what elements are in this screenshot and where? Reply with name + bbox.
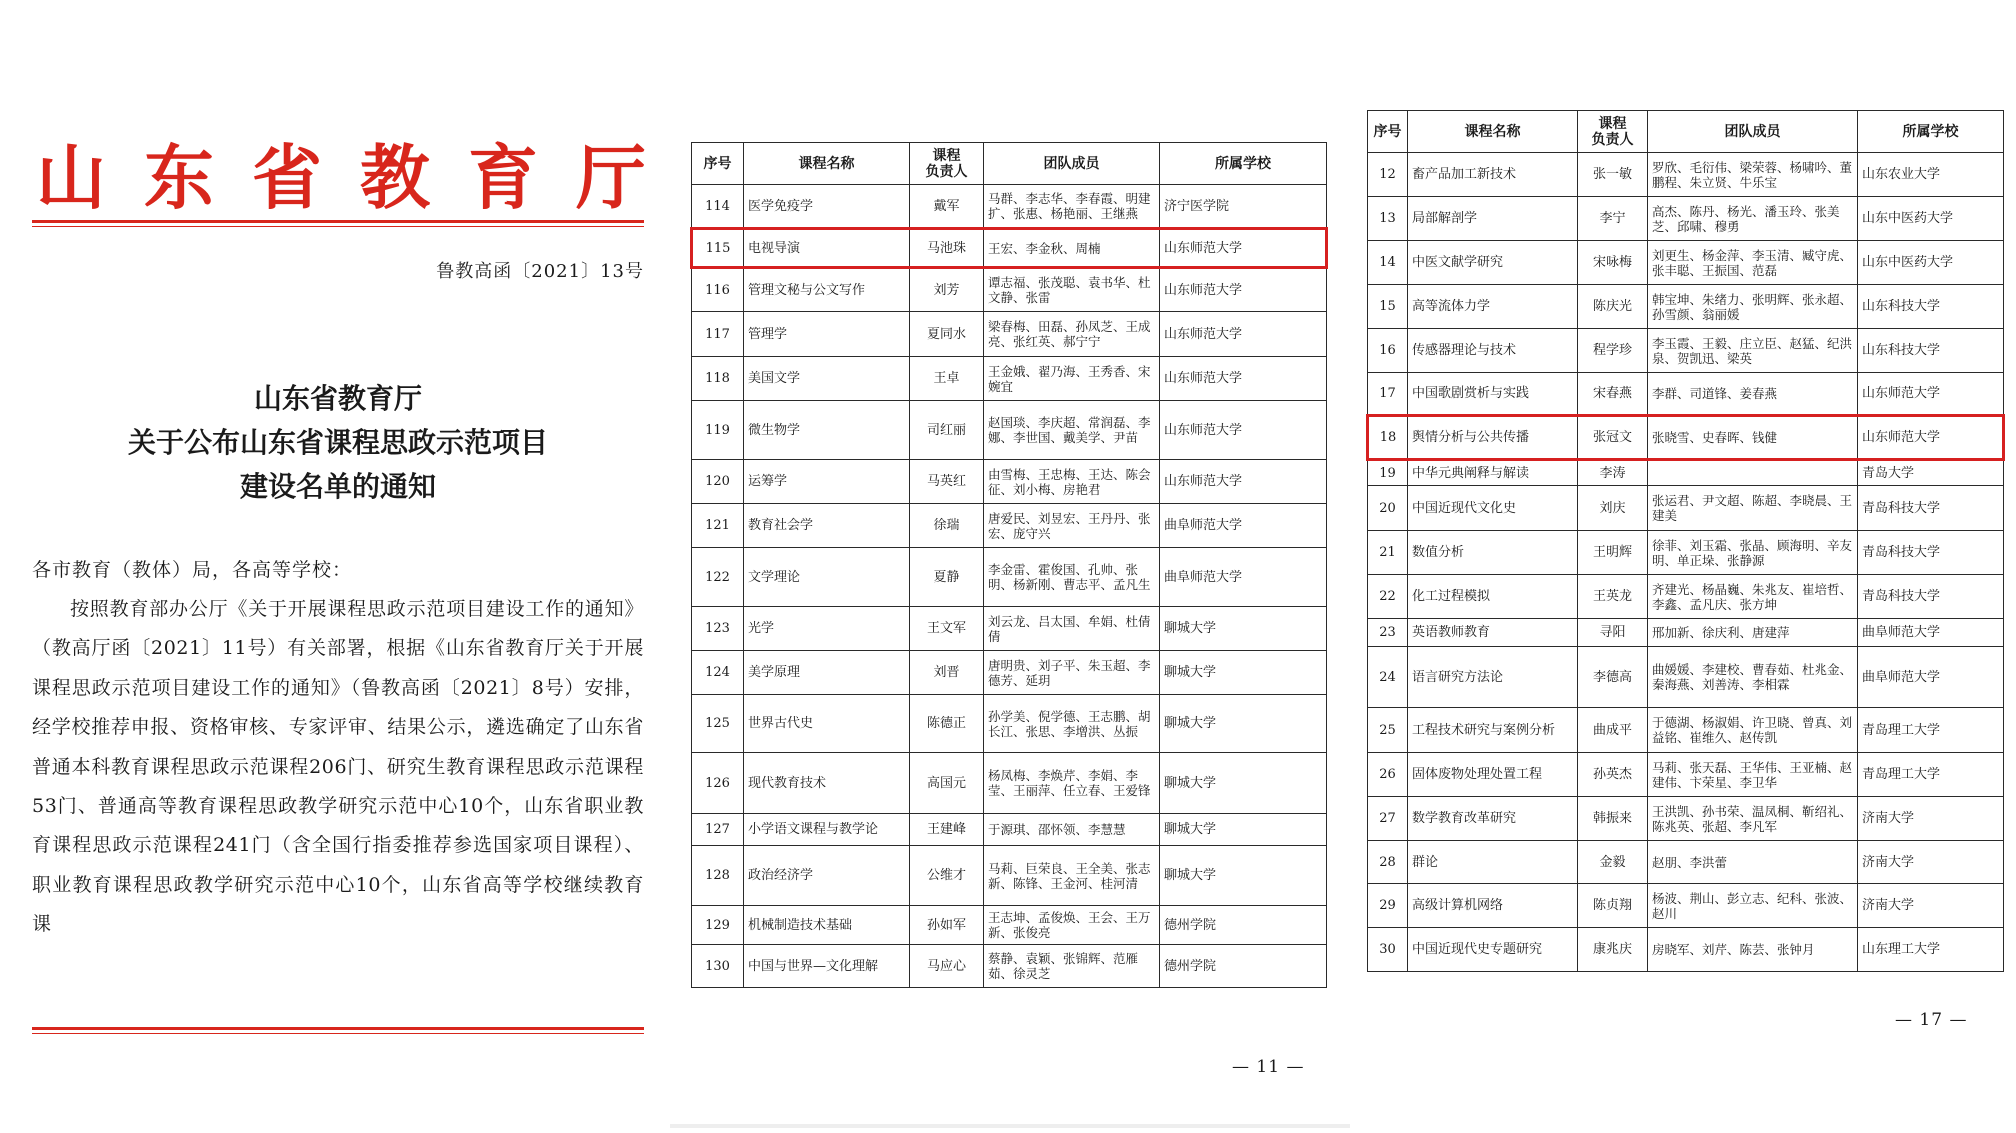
row-number: 115 <box>692 229 744 268</box>
team-members: 杨波、荆山、彭立志、纪科、张波、赵川 <box>1648 884 1858 928</box>
table-row <box>692 460 1327 504</box>
course-lead: 王卓 <box>910 357 984 401</box>
course-name: 运筹学 <box>744 460 910 504</box>
course-lead: 马池珠 <box>910 229 984 268</box>
row-number: 120 <box>692 460 744 504</box>
course-name: 美国文学 <box>744 357 910 401</box>
school-name: 山东师范大学 <box>1160 357 1327 401</box>
table-row <box>1368 460 2004 486</box>
school-name: 青岛科技大学 <box>1858 575 2004 619</box>
course-lead: 夏同水 <box>910 312 984 357</box>
course-lead: 刘芳 <box>910 268 984 312</box>
document-number: 鲁教高函〔2021〕13号 <box>436 261 644 282</box>
row-number: 126 <box>692 753 744 814</box>
course-lead: 程学珍 <box>1578 329 1648 373</box>
notice-body: 按照教育部办公厅《关于开展课程思政示范项目建设工作的通知》（教高厅函〔2021〕11号）有关部署，根据《山东省教育厅关于开展课程思政示范项目建设工作的通知》（鲁教高函〔2021〕8号）安排，经学校推荐申报、资格审核、专家评审、结果公示，遴选确定了山东省普通本科教育课程思政示范课程206门、研究生教育课程思政示范课程53门、普通高等教育课程思政教学研究示范中心10个，山东省职业教育课程思政示范课程241门（含全国行指委推荐参选国家项目课程）、职业教育课程思政教学研究示范中心10个，山东省高等学校继续教育课 <box>32 598 644 936</box>
row-number: 130 <box>692 945 744 988</box>
course-name: 政治经济学 <box>744 846 910 906</box>
footer-rule-thick <box>32 1027 644 1030</box>
course-lead: 王建峰 <box>910 814 984 846</box>
header-no: 序号 <box>692 143 744 185</box>
table-row <box>1368 797 2004 841</box>
table-row <box>1368 619 2004 647</box>
course-name: 现代教育技术 <box>744 753 910 814</box>
row-number: 116 <box>692 268 744 312</box>
school-name: 山东农业大学 <box>1858 153 2004 197</box>
row-number: 17 <box>1368 373 1408 416</box>
school-name: 山东师范大学 <box>1160 229 1327 268</box>
course-lead: 马应心 <box>910 945 984 988</box>
table-row <box>1368 285 2004 329</box>
row-number: 30 <box>1368 928 1408 972</box>
headline-line: 关于公布山东省课程思政示范项目 <box>127 426 548 459</box>
page-number-11: — 11 — <box>1232 1057 1305 1077</box>
course-lead: 戴军 <box>910 185 984 229</box>
table-row <box>1368 197 2004 241</box>
table-header-row <box>692 143 1327 185</box>
school-name: 青岛理工大学 <box>1858 753 2004 797</box>
course-name: 固体废物处理处置工程 <box>1408 753 1578 797</box>
letter-footer-rules <box>32 1027 644 1034</box>
table-row <box>1368 153 2004 197</box>
row-number: 18 <box>1368 416 1408 460</box>
table-row <box>692 312 1327 357</box>
table-row <box>1368 753 2004 797</box>
course-lead: 陈德正 <box>910 695 984 753</box>
school-name: 青岛大学 <box>1858 460 2004 486</box>
row-number: 19 <box>1368 460 1408 486</box>
course-list-table-page-11 <box>690 142 1328 988</box>
school-name: 聊城大学 <box>1160 753 1327 814</box>
school-name: 山东师范大学 <box>1858 416 2004 460</box>
course-lead: 康兆庆 <box>1578 928 1648 972</box>
table-row <box>1368 841 2004 884</box>
table-row <box>1368 928 2004 972</box>
header-lead <box>1578 111 1648 153</box>
team-members: 唐明贵、刘子平、朱玉超、李德芳、延玥 <box>984 651 1160 695</box>
course-lead: 寻阳 <box>1578 619 1648 647</box>
table-row <box>1368 329 2004 373</box>
course-name: 中华元典阐释与解读 <box>1408 460 1578 486</box>
table-row <box>1368 531 2004 575</box>
page-11 <box>690 142 1328 988</box>
course-lead: 夏静 <box>910 548 984 607</box>
table-row <box>692 185 1327 229</box>
table-row <box>692 401 1327 460</box>
row-number: 27 <box>1368 797 1408 841</box>
course-lead: 韩振来 <box>1578 797 1648 841</box>
course-lead: 孙英杰 <box>1578 753 1648 797</box>
header-lead-line: 负责人 <box>925 163 968 180</box>
agency-letterhead-title: 山东省教育厅 <box>36 136 684 219</box>
table-row <box>692 268 1327 312</box>
table-row <box>692 607 1327 651</box>
table-row <box>692 504 1327 548</box>
course-lead: 金毅 <box>1578 841 1648 884</box>
team-members: 蔡静、袁颖、张锦辉、范雁茹、徐灵芝 <box>984 945 1160 988</box>
row-number: 23 <box>1368 619 1408 647</box>
course-lead: 徐瑞 <box>910 504 984 548</box>
table-header-row <box>1368 111 2004 153</box>
course-lead: 刘庆 <box>1578 486 1648 531</box>
school-name: 曲阜师范大学 <box>1160 548 1327 607</box>
course-lead: 孙如军 <box>910 906 984 945</box>
school-name: 曲阜师范大学 <box>1858 647 2004 708</box>
course-lead: 公维才 <box>910 846 984 906</box>
course-lead: 李德高 <box>1578 647 1648 708</box>
team-members <box>1648 460 1858 486</box>
school-name: 济南大学 <box>1858 841 2004 884</box>
table-row <box>1368 647 2004 708</box>
row-number: 119 <box>692 401 744 460</box>
row-number: 129 <box>692 906 744 945</box>
page-17 <box>1366 110 2005 972</box>
school-name: 德州学院 <box>1160 945 1327 988</box>
team-members: 孙学美、倪学德、王志鹏、胡长江、张思、李增洪、丛振 <box>984 695 1160 753</box>
team-members: 李玉霞、王毅、庄立臣、赵猛、纪洪泉、贺凯迅、梁英 <box>1648 329 1858 373</box>
headline-line: 山东省教育厅 <box>253 382 422 415</box>
row-number: 118 <box>692 357 744 401</box>
table-row <box>1368 884 2004 928</box>
team-members: 李金雷、霍俊国、孔帅、张明、杨新刚、曹志平、孟凡生 <box>984 548 1160 607</box>
course-name: 小学语文课程与教学论 <box>744 814 910 846</box>
school-name: 青岛科技大学 <box>1858 486 2004 531</box>
team-members: 赵朋、李洪蕾 <box>1648 841 1858 884</box>
course-name: 中国近现代文化史 <box>1408 486 1578 531</box>
row-number: 12 <box>1368 153 1408 197</box>
header-school: 所属学校 <box>1858 111 2004 153</box>
school-name: 山东师范大学 <box>1160 268 1327 312</box>
table-row <box>692 651 1327 695</box>
table-row <box>692 548 1327 607</box>
letterhead-rule-thick <box>32 220 644 223</box>
header-course: 课程名称 <box>744 143 910 185</box>
course-name: 中国与世界—文化理解 <box>744 945 910 988</box>
table-row <box>692 357 1327 401</box>
course-name: 高级计算机网络 <box>1408 884 1578 928</box>
table-row <box>692 945 1327 988</box>
course-name: 群论 <box>1408 841 1578 884</box>
row-number: 24 <box>1368 647 1408 708</box>
row-number: 124 <box>692 651 744 695</box>
course-lead: 司红丽 <box>910 401 984 460</box>
course-name: 中医文献学研究 <box>1408 241 1578 285</box>
school-name: 聊城大学 <box>1160 607 1327 651</box>
team-members: 李群、司道锋、姜春燕 <box>1648 373 1858 416</box>
row-number: 16 <box>1368 329 1408 373</box>
row-number: 122 <box>692 548 744 607</box>
row-number: 20 <box>1368 486 1408 531</box>
course-name: 舆情分析与公共传播 <box>1408 416 1578 460</box>
team-members: 高杰、陈丹、杨光、潘玉玲、张美芝、邱啸、穆勇 <box>1648 197 1858 241</box>
course-lead: 陈庆光 <box>1578 285 1648 329</box>
table-row <box>692 906 1327 945</box>
row-number: 21 <box>1368 531 1408 575</box>
course-lead: 马英红 <box>910 460 984 504</box>
table-row <box>692 753 1327 814</box>
table-row <box>692 814 1327 846</box>
course-name: 局部解剖学 <box>1408 197 1578 241</box>
notice-headline <box>32 377 644 509</box>
course-lead: 张冠文 <box>1578 416 1648 460</box>
bottom-divider <box>670 1124 1350 1128</box>
course-lead: 李涛 <box>1578 460 1648 486</box>
row-number: 25 <box>1368 708 1408 753</box>
row-number: 22 <box>1368 575 1408 619</box>
course-name: 教育社会学 <box>744 504 910 548</box>
school-name: 山东中医药大学 <box>1858 241 2004 285</box>
row-number: 28 <box>1368 841 1408 884</box>
team-members: 梁春梅、田磊、孙凤芝、王成亮、张红英、郝宁宁 <box>984 312 1160 357</box>
course-lead: 王英龙 <box>1578 575 1648 619</box>
school-name: 聊城大学 <box>1160 814 1327 846</box>
row-number: 117 <box>692 312 744 357</box>
team-members: 张晓雪、史春晖、钱健 <box>1648 416 1858 460</box>
school-name: 聊城大学 <box>1160 846 1327 906</box>
team-members: 杨凤梅、李焕芹、李娟、李莹、王丽萍、任立春、王爱锋 <box>984 753 1160 814</box>
team-members: 王金娥、翟乃海、王秀香、宋婉宜 <box>984 357 1160 401</box>
team-members: 罗欣、毛衍伟、梁荣蓉、杨啸吟、董鹏程、朱立贤、牛乐宝 <box>1648 153 1858 197</box>
table-row <box>692 229 1327 268</box>
course-name: 工程技术研究与案例分析 <box>1408 708 1578 753</box>
row-number: 114 <box>692 185 744 229</box>
course-name: 世界古代史 <box>744 695 910 753</box>
course-lead: 李宁 <box>1578 197 1648 241</box>
team-members: 赵国琰、李庆超、常润磊、李娜、李世国、戴美学、尹苗 <box>984 401 1160 460</box>
school-name: 青岛科技大学 <box>1858 531 2004 575</box>
row-number: 125 <box>692 695 744 753</box>
team-members: 韩宝坤、朱绪力、张明辉、张永超、孙雪颜、翁丽媛 <box>1648 285 1858 329</box>
letterhead-rule-thin <box>32 226 644 227</box>
course-name: 数值分析 <box>1408 531 1578 575</box>
school-name: 济南大学 <box>1858 797 2004 841</box>
course-name: 化工过程模拟 <box>1408 575 1578 619</box>
course-lead: 王明辉 <box>1578 531 1648 575</box>
course-lead: 宋咏梅 <box>1578 241 1648 285</box>
school-name: 山东师范大学 <box>1858 373 2004 416</box>
course-name: 传感器理论与技术 <box>1408 329 1578 373</box>
table-row <box>1368 241 2004 285</box>
course-lead: 宋春燕 <box>1578 373 1648 416</box>
team-members: 谭志福、张茂聪、袁书华、杜文静、张雷 <box>984 268 1160 312</box>
headline-line: 建设名单的通知 <box>239 470 436 503</box>
row-number: 121 <box>692 504 744 548</box>
course-name: 微生物学 <box>744 401 910 460</box>
course-lead: 刘晋 <box>910 651 984 695</box>
course-name: 管理文秘与公文写作 <box>744 268 910 312</box>
table-row <box>1368 575 2004 619</box>
course-name: 中国近现代史专题研究 <box>1408 928 1578 972</box>
school-name: 山东科技大学 <box>1858 329 2004 373</box>
school-name: 济宁医学院 <box>1160 185 1327 229</box>
table-row <box>692 846 1327 906</box>
school-name: 曲阜师范大学 <box>1160 504 1327 548</box>
header-lead-line: 负责人 <box>1591 131 1634 148</box>
team-members: 房晓军、刘芹、陈芸、张钟月 <box>1648 928 1858 972</box>
row-number: 127 <box>692 814 744 846</box>
team-members: 于源琪、邵怀领、李慧慧 <box>984 814 1160 846</box>
team-members: 马莉、张天磊、王华伟、王亚楠、赵建伟、卞荣星、李卫华 <box>1648 753 1858 797</box>
team-members: 曲媛媛、李建校、曹春茹、杜兆金、秦海燕、刘善涛、李相霖 <box>1648 647 1858 708</box>
header-lead-line: 课程 <box>1598 115 1627 132</box>
school-name: 山东理工大学 <box>1858 928 2004 972</box>
school-name: 山东师范大学 <box>1160 460 1327 504</box>
course-name: 文学理论 <box>744 548 910 607</box>
team-members: 齐建光、杨晶巍、朱兆友、崔培哲、李鑫、孟凡庆、张方坤 <box>1648 575 1858 619</box>
school-name: 济南大学 <box>1858 884 2004 928</box>
course-name: 光学 <box>744 607 910 651</box>
course-lead: 陈贞翔 <box>1578 884 1648 928</box>
school-name: 曲阜师范大学 <box>1858 619 2004 647</box>
table-row <box>1368 416 2004 460</box>
course-lead: 曲成平 <box>1578 708 1648 753</box>
header-team: 团队成员 <box>1648 111 1858 153</box>
school-name: 德州学院 <box>1160 906 1327 945</box>
course-name: 畜产品加工新技术 <box>1408 153 1578 197</box>
course-name: 机械制造技术基础 <box>744 906 910 945</box>
course-name: 数学教育改革研究 <box>1408 797 1578 841</box>
row-number: 29 <box>1368 884 1408 928</box>
header-school: 所属学校 <box>1160 143 1327 185</box>
course-name: 语言研究方法论 <box>1408 647 1578 708</box>
school-name: 山东师范大学 <box>1160 312 1327 357</box>
row-number: 26 <box>1368 753 1408 797</box>
course-lead: 王文军 <box>910 607 984 651</box>
team-members: 徐菲、刘玉霜、张晶、顾海明、辛友明、单正垛、张静源 <box>1648 531 1858 575</box>
team-members: 王宏、李金秋、周楠 <box>984 229 1160 268</box>
page-number-17: — 17 — <box>1895 1010 1968 1030</box>
school-name: 山东中医药大学 <box>1858 197 2004 241</box>
team-members: 于德湖、杨淑娟、许卫晓、曾真、刘益铭、崔维久、赵传凯 <box>1648 708 1858 753</box>
table-row <box>1368 708 2004 753</box>
header-no: 序号 <box>1368 111 1408 153</box>
course-list-table-page-17 <box>1366 110 2005 972</box>
team-members: 由雪梅、王忠梅、王达、陈会征、刘小梅、房艳君 <box>984 460 1160 504</box>
team-members: 唐爱民、刘昱宏、王丹丹、张宏、庞守兴 <box>984 504 1160 548</box>
row-number: 13 <box>1368 197 1408 241</box>
school-name: 聊城大学 <box>1160 695 1327 753</box>
course-name: 医学免疫学 <box>744 185 910 229</box>
team-members: 邢加新、徐庆利、唐建萍 <box>1648 619 1858 647</box>
row-number: 123 <box>692 607 744 651</box>
course-name: 管理学 <box>744 312 910 357</box>
school-name: 青岛理工大学 <box>1858 708 2004 753</box>
table-row <box>1368 373 2004 416</box>
course-name: 电视导演 <box>744 229 910 268</box>
row-number: 14 <box>1368 241 1408 285</box>
table-row <box>692 695 1327 753</box>
salutation: 各市教育（教体）局，各高等学校： <box>32 559 353 581</box>
official-letter <box>32 136 684 936</box>
team-members: 张运君、尹文超、陈超、李晓晨、王建美 <box>1648 486 1858 531</box>
team-members: 马群、李志华、李春霞、明建扩、张惠、杨艳丽、王继燕 <box>984 185 1160 229</box>
table-row <box>1368 486 2004 531</box>
row-number: 128 <box>692 846 744 906</box>
course-name: 美学原理 <box>744 651 910 695</box>
team-members: 马莉、巨荣良、王全美、张志新、陈锋、王金河、桂河清 <box>984 846 1160 906</box>
team-members: 王志坤、孟俊焕、王会、王万新、张俊亮 <box>984 906 1160 945</box>
course-name: 高等流体力学 <box>1408 285 1578 329</box>
header-lead-line: 课程 <box>932 147 961 164</box>
school-name: 山东科技大学 <box>1858 285 2004 329</box>
course-name: 中国歌剧赏析与实践 <box>1408 373 1578 416</box>
header-course: 课程名称 <box>1408 111 1578 153</box>
course-lead: 高国元 <box>910 753 984 814</box>
course-name: 英语教师教育 <box>1408 619 1578 647</box>
row-number: 15 <box>1368 285 1408 329</box>
header-lead <box>910 143 984 185</box>
school-name: 山东师范大学 <box>1160 401 1327 460</box>
team-members: 刘云龙、吕太国、牟娟、杜倩倩 <box>984 607 1160 651</box>
course-lead: 张一敏 <box>1578 153 1648 197</box>
footer-rule-thin <box>32 1033 644 1034</box>
school-name: 聊城大学 <box>1160 651 1327 695</box>
header-team: 团队成员 <box>984 143 1160 185</box>
team-members: 刘更生、杨金萍、李玉清、臧守虎、张丰聪、王振国、范磊 <box>1648 241 1858 285</box>
team-members: 王洪凯、孙书荣、温凤桐、靳绍礼、陈兆英、张超、李凡军 <box>1648 797 1858 841</box>
